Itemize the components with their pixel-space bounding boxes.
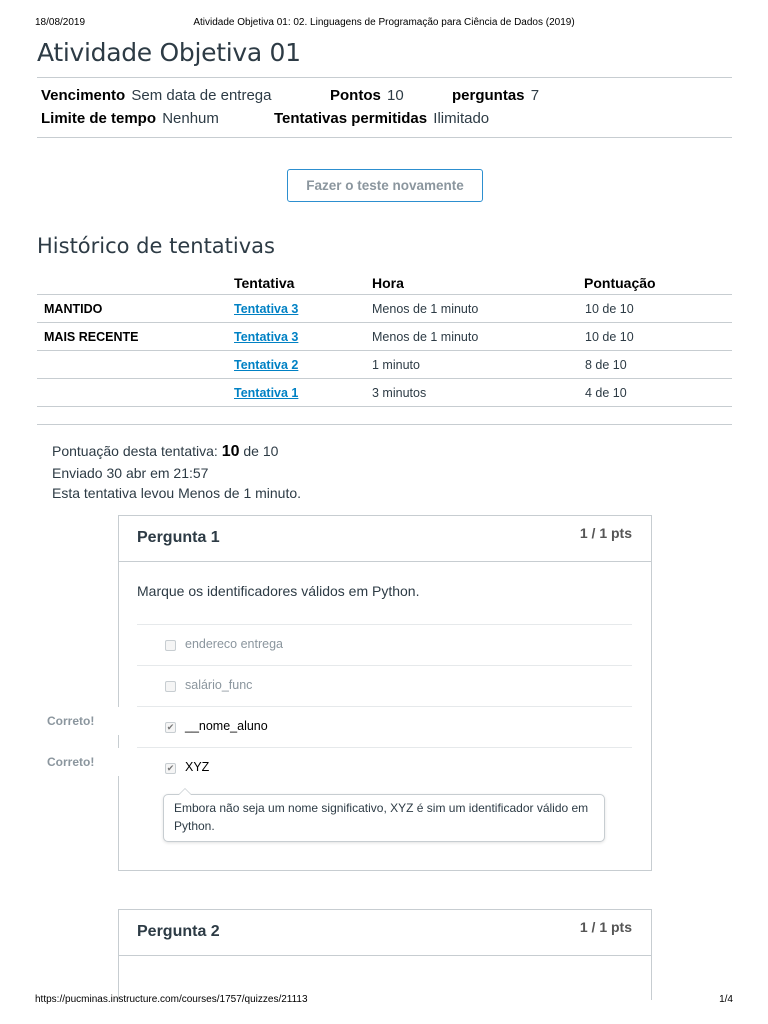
- table-row: [37, 295, 732, 323]
- time-limit-info: [41, 110, 219, 127]
- due-label: Vencimento: [41, 87, 126, 104]
- attempt-score: 10 de 10: [585, 330, 634, 344]
- question-header: [119, 910, 651, 956]
- attempt-link[interactable]: Tentativa 2: [234, 358, 299, 372]
- question-points: 1 / 1 pts: [579, 525, 632, 541]
- question-points: 1 / 1 pts: [579, 919, 632, 935]
- time-limit-label: Limite de tempo: [41, 110, 157, 127]
- attempt-score: 8 de 10: [585, 358, 627, 372]
- attempt-history-table: [37, 268, 732, 407]
- attempt-link[interactable]: Tentativa 1: [234, 386, 299, 400]
- question-header: [119, 516, 651, 562]
- print-date: 18/08/2019: [35, 17, 86, 28]
- attempts-label: Tentativas permitidas: [274, 110, 428, 127]
- print-doc-title: Atividade Objetiva 01: 02. Linguagens de Programação para Ciência de Dados (2019): [193, 17, 575, 28]
- score-prefix: Pontuação desta tentativa:: [52, 443, 218, 459]
- column-header-attempt: Tentativa: [234, 275, 295, 291]
- attempt-duration: Esta tentativa levou Menos de 1 minuto.: [52, 485, 302, 501]
- retake-quiz-button[interactable]: Fazer o teste novamente: [287, 169, 483, 202]
- question-text: Marque os identificadores válidos em Python.: [137, 583, 420, 599]
- due-value: Sem data de entrega: [131, 87, 272, 104]
- points-info: [330, 87, 404, 104]
- points-value: 10: [387, 87, 404, 104]
- answer-option[interactable]: [137, 665, 632, 706]
- attempt-status: MANTIDO: [44, 302, 103, 316]
- attempt-time: 3 minutos: [372, 386, 427, 400]
- print-page-number: 1/4: [719, 994, 733, 1005]
- attempt-link[interactable]: Tentativa 3: [234, 302, 299, 316]
- score-value: 10: [221, 443, 240, 460]
- time-limit-value: Nenhum: [162, 110, 219, 127]
- column-header-time: Hora: [372, 275, 404, 291]
- history-title: Histórico de tentativas: [37, 234, 275, 258]
- checkbox-unchecked-icon[interactable]: [165, 681, 176, 692]
- checkbox-checked-icon[interactable]: ✔: [166, 722, 175, 732]
- attempts-info: [274, 110, 489, 127]
- score-suffix: de 10: [243, 443, 279, 459]
- attempt-summary: [52, 441, 301, 504]
- submitted-time: Enviado 30 abr em 21:57: [52, 464, 209, 481]
- attempt-link[interactable]: Tentativa 3: [234, 330, 299, 344]
- checkbox-unchecked-icon[interactable]: [165, 640, 176, 651]
- question-card: [118, 909, 652, 1000]
- answer-label: XYZ: [185, 760, 210, 774]
- attempt-time: Menos de 1 minuto: [372, 330, 479, 344]
- question-title: Pergunta 1: [137, 529, 220, 546]
- questions-info: [452, 87, 539, 104]
- attempt-status: MAIS RECENTE: [44, 330, 139, 344]
- checkbox-checked-icon[interactable]: ✔: [166, 763, 175, 773]
- table-header: [37, 268, 732, 295]
- answer-option[interactable]: [137, 747, 632, 788]
- answer-option[interactable]: [137, 624, 632, 665]
- attempt-time: 1 minuto: [372, 358, 420, 372]
- question-title: Pergunta 2: [137, 923, 220, 940]
- divider: [37, 424, 732, 425]
- attempt-score: 10 de 10: [585, 302, 634, 316]
- page-title: Atividade Objetiva 01: [37, 38, 301, 67]
- questions-value: 7: [530, 87, 540, 104]
- correct-answer-tag: Correto!: [37, 707, 121, 735]
- answer-label: endereco entrega: [185, 637, 283, 651]
- print-header: [0, 17, 768, 31]
- table-row: [37, 379, 732, 407]
- divider: [37, 137, 732, 138]
- questions-label: perguntas: [452, 87, 525, 104]
- column-header-score: Pontuação: [584, 275, 656, 291]
- answer-option[interactable]: [137, 706, 632, 747]
- divider: [37, 77, 732, 78]
- answer-label: __nome_aluno: [185, 719, 268, 733]
- print-footer: [0, 994, 768, 1008]
- print-url: https://pucminas.instructure.com/courses/1757/quizzes/21113: [35, 994, 308, 1005]
- table-row: [37, 351, 732, 379]
- attempts-value: Ilimitado: [433, 110, 490, 127]
- points-label: Pontos: [330, 87, 381, 104]
- attempt-score-line: [52, 441, 301, 463]
- answer-comment: Embora não seja um nome significativo, XYZ é sim um identificador válido em Python.: [163, 794, 605, 842]
- attempt-score: 4 de 10: [585, 386, 627, 400]
- correct-answer-tag: Correto!: [37, 748, 121, 776]
- table-row: [37, 323, 732, 351]
- attempt-time: Menos de 1 minuto: [372, 302, 479, 316]
- answer-label: salário_func: [185, 678, 253, 692]
- due-info: [41, 87, 271, 104]
